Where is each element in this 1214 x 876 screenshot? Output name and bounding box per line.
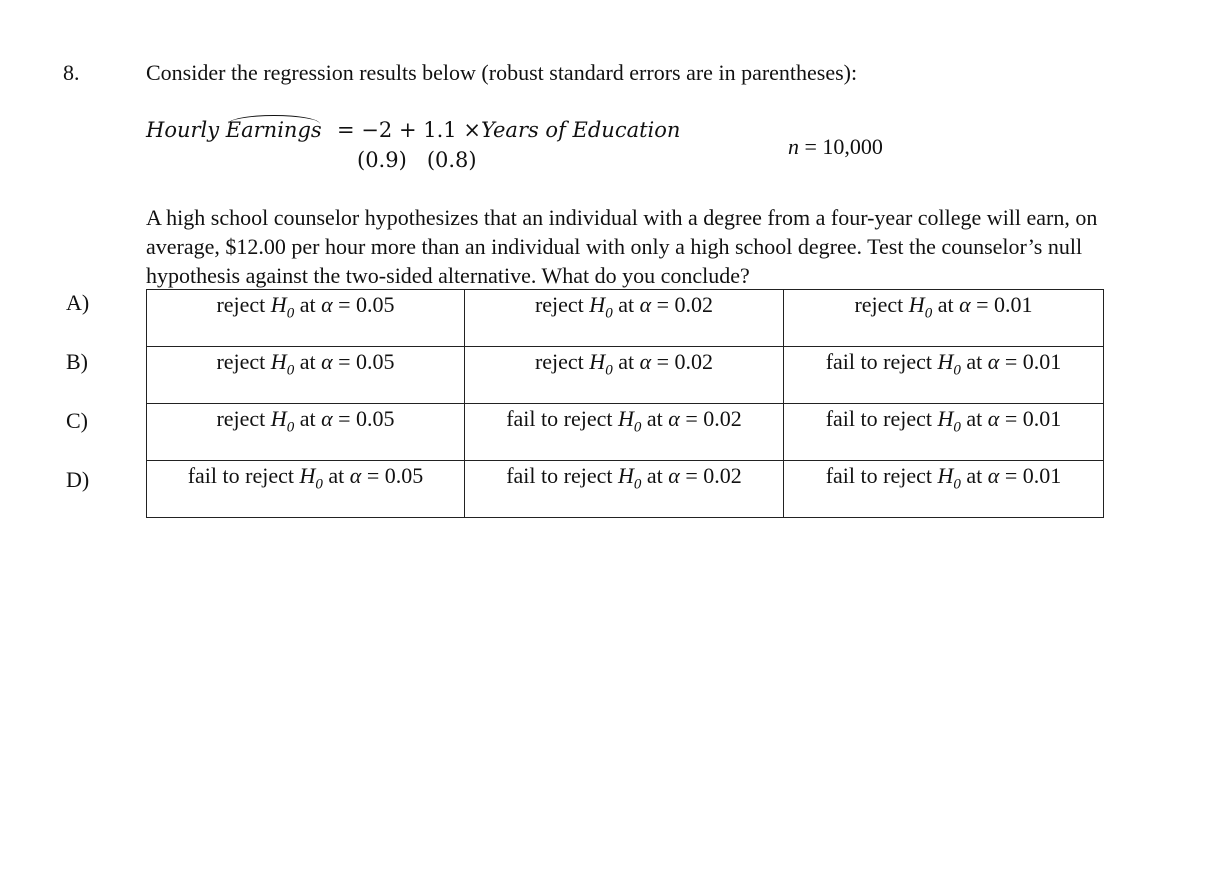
decision-text: reject [216,292,271,317]
decision-text: reject [216,406,271,431]
null-hypothesis-symbol: $H_0$ [270,406,295,436]
null-hypothesis-symbol: $H_0$ [618,406,642,436]
option-cell [784,290,1104,347]
option-cell [784,461,1104,518]
alpha-value: = 0.01 [999,463,1062,488]
option-row-b[interactable] [147,347,1104,404]
at-text: at [641,463,669,488]
alpha-value: = 0.01 [970,292,1033,317]
at-text: at [641,406,669,431]
option-label-d[interactable]: D) [66,467,90,492]
at-text: at [294,292,322,317]
decision-text: fail to reject [187,463,300,488]
question-number: 8. [63,60,80,85]
at-text: at [294,349,322,374]
null-hypothesis-subscript: 0 [315,476,323,493]
null-hypothesis-subscript: 0 [286,419,295,436]
equation-lhs [146,118,322,142]
null-hypothesis-subscript: 0 [953,362,961,379]
option-cell [465,347,784,404]
alpha-value: = 0.01 [999,349,1062,374]
intercept: −2 [361,118,393,142]
at-text: at [960,406,988,431]
alpha-symbol: α [349,463,362,488]
at-text: at [322,463,350,488]
alpha-symbol: α [987,406,1000,431]
option-cell [465,404,784,461]
at-text: at [932,292,960,317]
option-label-a[interactable]: A) [66,290,90,315]
options-table [146,289,1104,518]
at-text: at [612,292,640,317]
alpha-symbol: α [987,349,1000,374]
alpha-value: = 0.02 [679,463,742,488]
option-cell [465,461,784,518]
se-slope: (0.8) [426,148,477,172]
alpha-value: = 0.02 [679,406,742,431]
option-cell [147,404,465,461]
lhs-word-earnings-hat: Earnings [225,118,322,142]
alpha-symbol: α [639,292,652,317]
alpha-symbol: α [668,463,680,488]
at-text: at [960,349,988,374]
null-hypothesis-subscript: 0 [633,419,642,436]
null-hypothesis-symbol: $H_0$ [908,292,933,322]
option-row-d[interactable] [147,461,1104,518]
alpha-symbol: α [959,292,971,317]
sample-size [788,134,883,160]
alpha-symbol: α [639,349,652,374]
decision-text: reject [534,292,590,317]
n-value: = 10,000 [804,134,883,159]
decision-text: fail to reject [825,406,938,431]
alpha-value: = 0.02 [651,349,714,374]
null-hypothesis-symbol: $H_0$ [589,349,613,379]
option-cell [147,290,465,347]
alpha-symbol: α [987,463,1000,488]
alpha-value: = 0.05 [332,406,395,431]
option-cell [147,347,465,404]
se-intercept: (0.9) [357,148,407,172]
option-label-b[interactable]: B) [66,349,88,374]
regressor-name: Years of Education [480,118,681,142]
null-hypothesis-symbol: $H_0$ [270,292,295,322]
null-hypothesis-subscript: 0 [286,305,295,322]
equals-sign: = [337,118,355,142]
alpha-symbol: α [321,406,333,431]
at-text: at [960,463,988,488]
option-cell [147,461,465,518]
decision-text: fail to reject [825,463,938,488]
null-hypothesis-symbol: $H_0$ [618,463,642,493]
option-row-c[interactable] [147,404,1104,461]
plus-sign: + [398,118,417,142]
decision-text: reject [534,349,590,374]
at-text: at [294,406,322,431]
alpha-value: = 0.02 [651,292,714,317]
at-text: at [612,349,640,374]
decision-text: reject [854,292,909,317]
alpha-value: = 0.01 [999,406,1062,431]
null-hypothesis-symbol: $H_0$ [299,463,323,493]
null-hypothesis-subscript: 0 [605,362,613,379]
alpha-value: = 0.05 [332,349,395,374]
alpha-symbol: α [668,406,680,431]
null-hypothesis-subscript: 0 [924,305,933,322]
null-hypothesis-symbol: $H_0$ [937,406,961,436]
standard-errors [357,148,477,172]
question-paragraph: A high school counselor hypothesizes that an individual with a degree from a four-year college will earn, on average, $12.00 per hour more than an individual with only a high school degree. Test the counselor’s null hypothesis against the two-sided alternative. What do you conclude? [146,205,1098,288]
option-label-c[interactable]: C) [66,408,88,433]
option-cell [465,290,784,347]
null-hypothesis-subscript: 0 [605,305,613,322]
decision-text: fail to reject [825,349,938,374]
null-hypothesis-symbol: $H_0$ [589,292,613,322]
alpha-value: = 0.05 [361,463,424,488]
times-sign: × [463,118,481,142]
null-hypothesis-symbol: $H_0$ [270,349,295,379]
question-intro: Consider the regression results below (robust standard errors are in parentheses): [146,60,858,85]
decision-text: reject [216,349,271,374]
null-hypothesis-subscript: 0 [633,476,642,493]
alpha-symbol: α [321,349,333,374]
null-hypothesis-subscript: 0 [286,362,295,379]
option-cell [784,347,1104,404]
null-hypothesis-subscript: 0 [953,476,961,493]
equation-rhs [337,118,680,142]
decision-text: fail to reject [506,463,618,488]
null-hypothesis-symbol: $H_0$ [937,349,961,379]
slope: 1.1 [423,118,457,142]
null-hypothesis-subscript: 0 [953,419,961,436]
null-hypothesis-symbol: $H_0$ [937,463,961,493]
lhs-word-hourly: Hourly [146,118,220,142]
option-cell [784,404,1104,461]
n-label: n [788,134,799,159]
decision-text: fail to reject [506,406,618,431]
alpha-value: = 0.05 [332,292,395,317]
alpha-symbol: α [321,292,333,317]
option-row-a[interactable] [147,290,1104,347]
